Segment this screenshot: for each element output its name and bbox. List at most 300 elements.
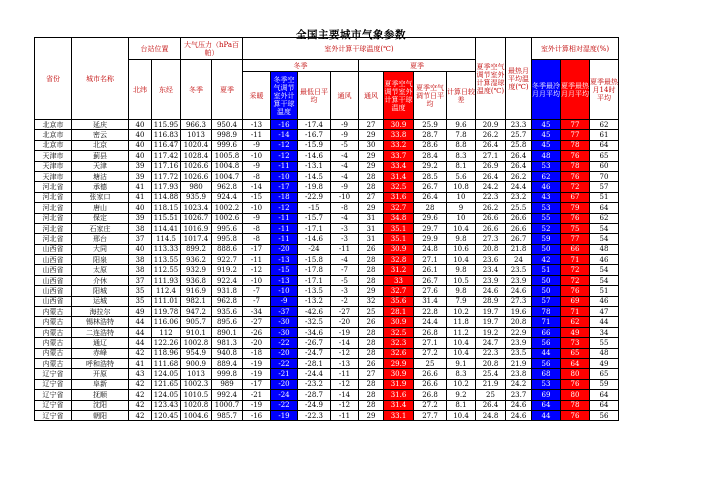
- wet-bulb-cell: 23.9: [476, 275, 506, 285]
- s-hottest-cell: 71: [561, 307, 590, 317]
- s-aircon-daily-cell: 26.1: [414, 265, 447, 275]
- pressure-winter-cell: 1013: [181, 369, 212, 379]
- heating-cell: -10: [243, 151, 271, 161]
- w-coldest-cell: 46: [532, 182, 561, 192]
- hottest-month-cell: 24.6: [506, 400, 532, 410]
- hottest-month-cell: 26.7: [506, 234, 532, 244]
- s-ventilation-cell: 28: [359, 400, 384, 410]
- pressure-winter-cell: 1023.4: [181, 203, 212, 213]
- s-hottest14-cell: 64: [590, 203, 619, 213]
- province-cell: 北京市: [35, 120, 72, 130]
- w-aircon-cell: -14: [271, 130, 298, 140]
- daily-range-cell: 8.1: [447, 400, 476, 410]
- s-ventilation-cell: 29: [359, 203, 384, 213]
- daily-range-cell: 9.2: [447, 390, 476, 400]
- w-ventilation-cell: -4: [331, 161, 359, 171]
- daily-range-cell: 10.4: [447, 348, 476, 358]
- winter-group-header: 冬季: [243, 60, 359, 72]
- heating-cell: -21: [243, 390, 271, 400]
- hottest-month-cell: 23.2: [506, 192, 532, 202]
- s-ventilation-cell: 31: [359, 234, 384, 244]
- north-cell: 49: [129, 307, 152, 317]
- heating-cell: -11: [243, 130, 271, 140]
- table-row: [35, 213, 619, 223]
- s-aircon-daily-cell: 29.2: [414, 161, 447, 171]
- heating-cell: -7: [243, 296, 271, 306]
- w-ventilation-cell: -5: [331, 275, 359, 285]
- province-cell: 天津市: [35, 171, 72, 181]
- s-hottest14-cell: 44: [590, 317, 619, 327]
- pressure-winter-cell: 1028.4: [181, 151, 212, 161]
- s-aircon-daily-cell: 28.6: [414, 140, 447, 150]
- pressure-summer-cell: 999.6: [212, 140, 243, 150]
- province-header: 省份: [35, 38, 72, 120]
- province-cell: 内蒙古: [35, 317, 72, 327]
- daily-range-cell: 8.3: [447, 369, 476, 379]
- w-coldest-cell: 45: [532, 120, 561, 130]
- pressure-summer-cell: 935.6: [212, 307, 243, 317]
- city-cell: 密云: [72, 130, 129, 140]
- wet-bulb-cell: 19.7: [476, 317, 506, 327]
- s-hottest-cell: 65: [561, 348, 590, 358]
- daily-range-cell: 9: [447, 203, 476, 213]
- s-hottest14-cell: 60: [590, 161, 619, 171]
- monthly-min-cell: -28.7: [298, 390, 331, 400]
- s-aircon-cell: 31.2: [384, 265, 414, 275]
- s-ventilation-cell: 28: [359, 327, 384, 337]
- w-coldest-cell: 44: [532, 348, 561, 358]
- pressure-winter-cell: 1020.4: [181, 140, 212, 150]
- w-ventilation-cell: -5: [331, 140, 359, 150]
- s-aircon-daily-cell: 27.1: [414, 255, 447, 265]
- s-ventilation-cell: 25: [359, 307, 384, 317]
- monthly-min-cell: -24: [298, 244, 331, 254]
- province-cell: 山西省: [35, 296, 72, 306]
- s-aircon-daily-cell: 26.8: [414, 327, 447, 337]
- s-aircon-daily-cell: 29.9: [414, 234, 447, 244]
- pressure-summer-cell: 1002.2: [212, 203, 243, 213]
- province-cell: 山西省: [35, 265, 72, 275]
- monthly-min-cell: -15.9: [298, 140, 331, 150]
- pressure-winter-cell: 1004.6: [181, 410, 212, 420]
- w-coldest-cell: 45: [532, 130, 561, 140]
- s-aircon-daily-cell: 27.2: [414, 348, 447, 358]
- s-hottest14-cell: 64: [590, 390, 619, 400]
- wet-bulb-cell: 25: [476, 390, 506, 400]
- w-ventilation-cell: -4: [331, 171, 359, 181]
- heating-cell: -8: [243, 223, 271, 233]
- daily-range-cell: 8.1: [447, 161, 476, 171]
- east-cell: 114.88: [152, 192, 181, 202]
- pressure-summer-cell: 1002.6: [212, 213, 243, 223]
- pressure-winter-cell: 905.7: [181, 317, 212, 327]
- east-cell: 112: [152, 327, 181, 337]
- pressure-summer-cell: 919.2: [212, 265, 243, 275]
- table-row: [35, 348, 619, 358]
- heating-cell: -9: [243, 140, 271, 150]
- hottest-month-cell: 24.6: [506, 286, 532, 296]
- north-cell: 42: [129, 390, 152, 400]
- table-row: [35, 275, 619, 285]
- s-hottest-cell: 77: [561, 130, 590, 140]
- city-cell: 天津: [72, 161, 129, 171]
- east-cell: 111.01: [152, 296, 181, 306]
- north-cell: 39: [129, 161, 152, 171]
- s-ventilation-cell: 28: [359, 265, 384, 275]
- east-cell: 124.05: [152, 369, 181, 379]
- monthly-min-cell: -24.7: [298, 348, 331, 358]
- table-row: [35, 358, 619, 368]
- monthly-min-cell: -17.4: [298, 120, 331, 130]
- table-row: [35, 390, 619, 400]
- monthly-min-cell: -13.5: [298, 286, 331, 296]
- wet-bulb-cell: 21.9: [476, 379, 506, 389]
- w-aircon-cell: -21: [271, 369, 298, 379]
- pressure-summer-cell: 924.4: [212, 192, 243, 202]
- province-cell: 辽宁省: [35, 410, 72, 420]
- north-cell: 40: [129, 120, 152, 130]
- s-hottest-cell: 76: [561, 410, 590, 420]
- pressure-summer-cell: 931.8: [212, 286, 243, 296]
- s-hottest-cell: 76: [561, 213, 590, 223]
- s-aircon-daily-cell: 28.5: [414, 171, 447, 181]
- pressure-summer-cell: 999.8: [212, 369, 243, 379]
- north-cell: 40: [129, 244, 152, 254]
- province-cell: 内蒙古: [35, 348, 72, 358]
- monthly-min-cell: -17.1: [298, 223, 331, 233]
- summer-group-header: 夏季: [359, 60, 476, 72]
- s-aircon-daily-cell: 24.4: [414, 317, 447, 327]
- city-cell: 通辽: [72, 338, 129, 348]
- s-ventilation-cell: 28: [359, 348, 384, 358]
- s-hottest14-cell: 54: [590, 265, 619, 275]
- city-cell: 大同: [72, 244, 129, 254]
- s-aircon-daily-cell: 28: [414, 203, 447, 213]
- s-hottest14-cell: 56: [590, 410, 619, 420]
- pressure-winter-cell: 1026.7: [181, 213, 212, 223]
- monthly-min-cell: -17.8: [298, 265, 331, 275]
- pressure-winter-cell: 932.9: [181, 265, 212, 275]
- s-hottest-cell: 77: [561, 120, 590, 130]
- pressure-winter-cell: 935.9: [181, 192, 212, 202]
- s-aircon-daily-cell: 29.6: [414, 213, 447, 223]
- w-coldest-cell: 50: [532, 286, 561, 296]
- wet-bulb-cell: 28.9: [476, 296, 506, 306]
- w-aircon-cell: -20: [271, 348, 298, 358]
- wet-bulb-cell: 20.8: [476, 244, 506, 254]
- s-hottest-cell: 76: [561, 171, 590, 181]
- s-aircon-cell: 31.4: [384, 171, 414, 181]
- s-hottest14-cell: 46: [590, 296, 619, 306]
- s-hottest-cell: 73: [561, 338, 590, 348]
- s-ventilation-cell: 32: [359, 296, 384, 306]
- city-cell: 阳城: [72, 286, 129, 296]
- north-cell: 38: [129, 255, 152, 265]
- s-aircon-cell: 35.1: [384, 223, 414, 233]
- wet-bulb-cell: 23.6: [476, 255, 506, 265]
- hottest-month-cell: 26.2: [506, 171, 532, 181]
- w-aircon-cell: -16: [271, 120, 298, 130]
- monthly-min-cell: -15: [298, 203, 331, 213]
- s-hottest14-cell: 34: [590, 327, 619, 337]
- s-aircon-cell: 32.5: [384, 327, 414, 337]
- s-aircon-cell: 32.5: [384, 182, 414, 192]
- heating-cell: -7: [243, 286, 271, 296]
- wet-bulb-cell: 26.2: [476, 203, 506, 213]
- daily-range-cell: 10: [447, 213, 476, 223]
- north-cell: 40: [129, 151, 152, 161]
- east-cell: 116.06: [152, 317, 181, 327]
- w-ventilation-cell: -3: [331, 234, 359, 244]
- s-ventilation-cell: 28: [359, 379, 384, 389]
- hottest-month-cell: 23.3: [506, 120, 532, 130]
- city-cell: 赤峰: [72, 348, 129, 358]
- s-hottest14-cell: 62: [590, 120, 619, 130]
- s-hottest-cell: 77: [561, 234, 590, 244]
- north-cell: 37: [129, 234, 152, 244]
- s-aircon-daily-cell: 26.6: [414, 369, 447, 379]
- daily-range-cell: 7.8: [447, 130, 476, 140]
- s-aircon-daily-cell: 26.7: [414, 275, 447, 285]
- w-coldest-cell: 53: [532, 379, 561, 389]
- w-coldest-cell: 71: [532, 317, 561, 327]
- east-cell: 112.4: [152, 286, 181, 296]
- daily-range-cell: 9.1: [447, 358, 476, 368]
- pressure-summer-cell: 962.8: [212, 296, 243, 306]
- city-cell: 太原: [72, 265, 129, 275]
- s-aircon-daily-cell: 28.4: [414, 151, 447, 161]
- s-ventilation-header: 通风: [359, 72, 384, 120]
- w-aircon-cell: -12: [271, 151, 298, 161]
- s-aircon-daily-cell: 28.7: [414, 130, 447, 140]
- east-cell: 118.15: [152, 203, 181, 213]
- s-ventilation-cell: 28: [359, 171, 384, 181]
- s-aircon-cell: 33: [384, 275, 414, 285]
- s-hottest14-cell: 48: [590, 244, 619, 254]
- s-hottest-cell: 76: [561, 286, 590, 296]
- heating-cell: -18: [243, 348, 271, 358]
- s-hottest14-cell: 54: [590, 234, 619, 244]
- s-aircon-daily-cell: 27.6: [414, 286, 447, 296]
- city-cell: 张家口: [72, 192, 129, 202]
- s-hottest-header: 夏季最热月月平均: [561, 60, 590, 120]
- s-ventilation-cell: 27: [359, 192, 384, 202]
- east-cell: 111.68: [152, 358, 181, 368]
- w-aircon-header: 冬季空气调节室外计算干球温度: [271, 72, 298, 120]
- w-coldest-cell: 62: [532, 171, 561, 181]
- s-ventilation-cell: 29: [359, 161, 384, 171]
- w-ventilation-cell: -11: [331, 244, 359, 254]
- s-hottest-cell: 76: [561, 379, 590, 389]
- s-ventilation-cell: 26: [359, 244, 384, 254]
- heating-cell: -13: [243, 120, 271, 130]
- s-ventilation-cell: 30: [359, 140, 384, 150]
- s-hottest14-cell: 64: [590, 400, 619, 410]
- table-row: [35, 182, 619, 192]
- outdoor-temp-header: 室外计算干球温度(℃): [243, 38, 476, 60]
- s-hottest-cell: 66: [561, 244, 590, 254]
- s-aircon-cell: 30.9: [384, 244, 414, 254]
- city-header: 城市名称: [72, 38, 129, 120]
- east-cell: 111.93: [152, 275, 181, 285]
- w-coldest-cell: 43: [532, 192, 561, 202]
- w-coldest-cell: 48: [532, 151, 561, 161]
- monthly-min-cell: -34.6: [298, 327, 331, 337]
- monthly-min-cell: -15.8: [298, 255, 331, 265]
- wet-bulb-cell: 20.9: [476, 120, 506, 130]
- daily-range-cell: 10.8: [447, 182, 476, 192]
- hottest-month-cell: 27.3: [506, 296, 532, 306]
- s-hottest14-header: 夏季最热月14时平均: [590, 60, 619, 120]
- city-cell: 蓟县: [72, 151, 129, 161]
- w-coldest-header: 冬季最冷月月平均: [532, 60, 561, 120]
- w-aircon-cell: -15: [271, 265, 298, 275]
- wet-bulb-header: 夏季空气调节室外计算湿球温度(℃): [476, 38, 506, 120]
- province-cell: 北京市: [35, 130, 72, 140]
- w-ventilation-cell: -9: [331, 120, 359, 130]
- table-row: [35, 410, 619, 420]
- north-cell: 44: [129, 327, 152, 337]
- hottest-month-cell: 23.5: [506, 348, 532, 358]
- city-cell: 唐山: [72, 203, 129, 213]
- heating-cell: -27: [243, 317, 271, 327]
- daily-range-cell: 7.9: [447, 296, 476, 306]
- city-cell: 呼和浩特: [72, 358, 129, 368]
- north-cell: 41: [129, 358, 152, 368]
- pressure-summer-cell: 940.8: [212, 348, 243, 358]
- w-ventilation-cell: -11: [331, 410, 359, 420]
- east-cell: 113.55: [152, 255, 181, 265]
- table-row: [35, 327, 619, 337]
- city-cell: 延庆: [72, 120, 129, 130]
- w-ventilation-cell: -10: [331, 192, 359, 202]
- province-cell: 山西省: [35, 255, 72, 265]
- pressure-winter-cell: 916.9: [181, 286, 212, 296]
- w-aircon-cell: -30: [271, 317, 298, 327]
- table-row: [35, 130, 619, 140]
- s-hottest-cell: 72: [561, 275, 590, 285]
- w-coldest-cell: 50: [532, 244, 561, 254]
- city-cell: 二连浩特: [72, 327, 129, 337]
- hottest-month-cell: 25.5: [506, 203, 532, 213]
- wet-bulb-cell: 23.4: [476, 265, 506, 275]
- hottest-month-header: 最热月平均温度(℃): [506, 38, 532, 120]
- s-aircon-cell: 31.6: [384, 192, 414, 202]
- pressure-summer-cell: 992.4: [212, 390, 243, 400]
- w-ventilation-cell: -8: [331, 203, 359, 213]
- pressure-summer-cell: 995.8: [212, 234, 243, 244]
- monthly-min-cell: -24.9: [298, 400, 331, 410]
- pressure-winter-header: 冬季: [181, 60, 212, 120]
- pressure-winter-cell: 1013: [181, 130, 212, 140]
- w-aircon-cell: -9: [271, 296, 298, 306]
- s-ventilation-cell: 28: [359, 255, 384, 265]
- s-aircon-cell: 28.1: [384, 307, 414, 317]
- s-hottest14-cell: 54: [590, 223, 619, 233]
- table-row: [35, 286, 619, 296]
- wet-bulb-cell: 24.7: [476, 338, 506, 348]
- wet-bulb-cell: 27.3: [476, 234, 506, 244]
- province-cell: 辽宁省: [35, 390, 72, 400]
- s-aircon-cell: 35.1: [384, 234, 414, 244]
- monthly-min-cell: -22.9: [298, 192, 331, 202]
- pressure-winter-cell: 982.1: [181, 296, 212, 306]
- wet-bulb-cell: 26.9: [476, 161, 506, 171]
- pressure-summer-cell: 962.8: [212, 182, 243, 192]
- province-cell: 辽宁省: [35, 400, 72, 410]
- daily-range-cell: 10.4: [447, 255, 476, 265]
- s-hottest-cell: 69: [561, 296, 590, 306]
- east-cell: 115.95: [152, 120, 181, 130]
- north-cell: 39: [129, 213, 152, 223]
- s-hottest14-cell: 64: [590, 140, 619, 150]
- north-cell: 38: [129, 223, 152, 233]
- city-cell: 阜新: [72, 379, 129, 389]
- heating-cell: -26: [243, 327, 271, 337]
- pressure-winter-cell: 1002.3: [181, 379, 212, 389]
- hottest-month-cell: 20.8: [506, 317, 532, 327]
- east-cell: 112.55: [152, 265, 181, 275]
- monthly-min-cell: -32.5: [298, 317, 331, 327]
- province-cell: 天津市: [35, 151, 72, 161]
- east-cell: 117.16: [152, 161, 181, 171]
- north-cell: 40: [129, 130, 152, 140]
- hottest-month-cell: 25.8: [506, 140, 532, 150]
- pressure-winter-cell: 980: [181, 182, 212, 192]
- east-cell: 117.93: [152, 182, 181, 192]
- heating-cell: -17: [243, 379, 271, 389]
- pressure-winter-cell: 899.2: [181, 244, 212, 254]
- w-ventilation-cell: -20: [331, 317, 359, 327]
- pressure-winter-cell: 1026.6: [181, 171, 212, 181]
- hottest-month-cell: 24.6: [506, 410, 532, 420]
- s-hottest14-cell: 54: [590, 275, 619, 285]
- w-aircon-cell: -10: [271, 286, 298, 296]
- s-ventilation-cell: 29: [359, 151, 384, 161]
- w-aircon-cell: -19: [271, 410, 298, 420]
- daily-range-cell: 10.4: [447, 410, 476, 420]
- w-ventilation-cell: -13: [331, 358, 359, 368]
- pressure-summer-cell: 981.3: [212, 338, 243, 348]
- wet-bulb-cell: 26.6: [476, 223, 506, 233]
- w-aircon-cell: -22: [271, 338, 298, 348]
- s-ventilation-cell: 29: [359, 410, 384, 420]
- s-aircon-daily-cell: 26.7: [414, 182, 447, 192]
- w-aircon-cell: -22: [271, 358, 298, 368]
- w-ventilation-cell: -11: [331, 369, 359, 379]
- w-aircon-cell: -12: [271, 140, 298, 150]
- s-aircon-cell: 30.9: [384, 369, 414, 379]
- table-row: [35, 140, 619, 150]
- table-row: [35, 161, 619, 171]
- s-aircon-cell: 32.7: [384, 203, 414, 213]
- s-hottest-cell: 75: [561, 223, 590, 233]
- w-coldest-cell: 64: [532, 400, 561, 410]
- w-aircon-cell: -30: [271, 327, 298, 337]
- province-cell: 河北省: [35, 192, 72, 202]
- hottest-month-cell: 19.6: [506, 307, 532, 317]
- east-cell: 117.72: [152, 171, 181, 181]
- east-cell: 120.45: [152, 410, 181, 420]
- pressure-summer-cell: 1000.7: [212, 400, 243, 410]
- w-aircon-cell: -37: [271, 307, 298, 317]
- hottest-month-cell: 26.4: [506, 151, 532, 161]
- east-cell: 119.78: [152, 307, 181, 317]
- east-cell: 118.96: [152, 348, 181, 358]
- table-row: [35, 369, 619, 379]
- wet-bulb-cell: 26.4: [476, 140, 506, 150]
- city-cell: 北京: [72, 140, 129, 150]
